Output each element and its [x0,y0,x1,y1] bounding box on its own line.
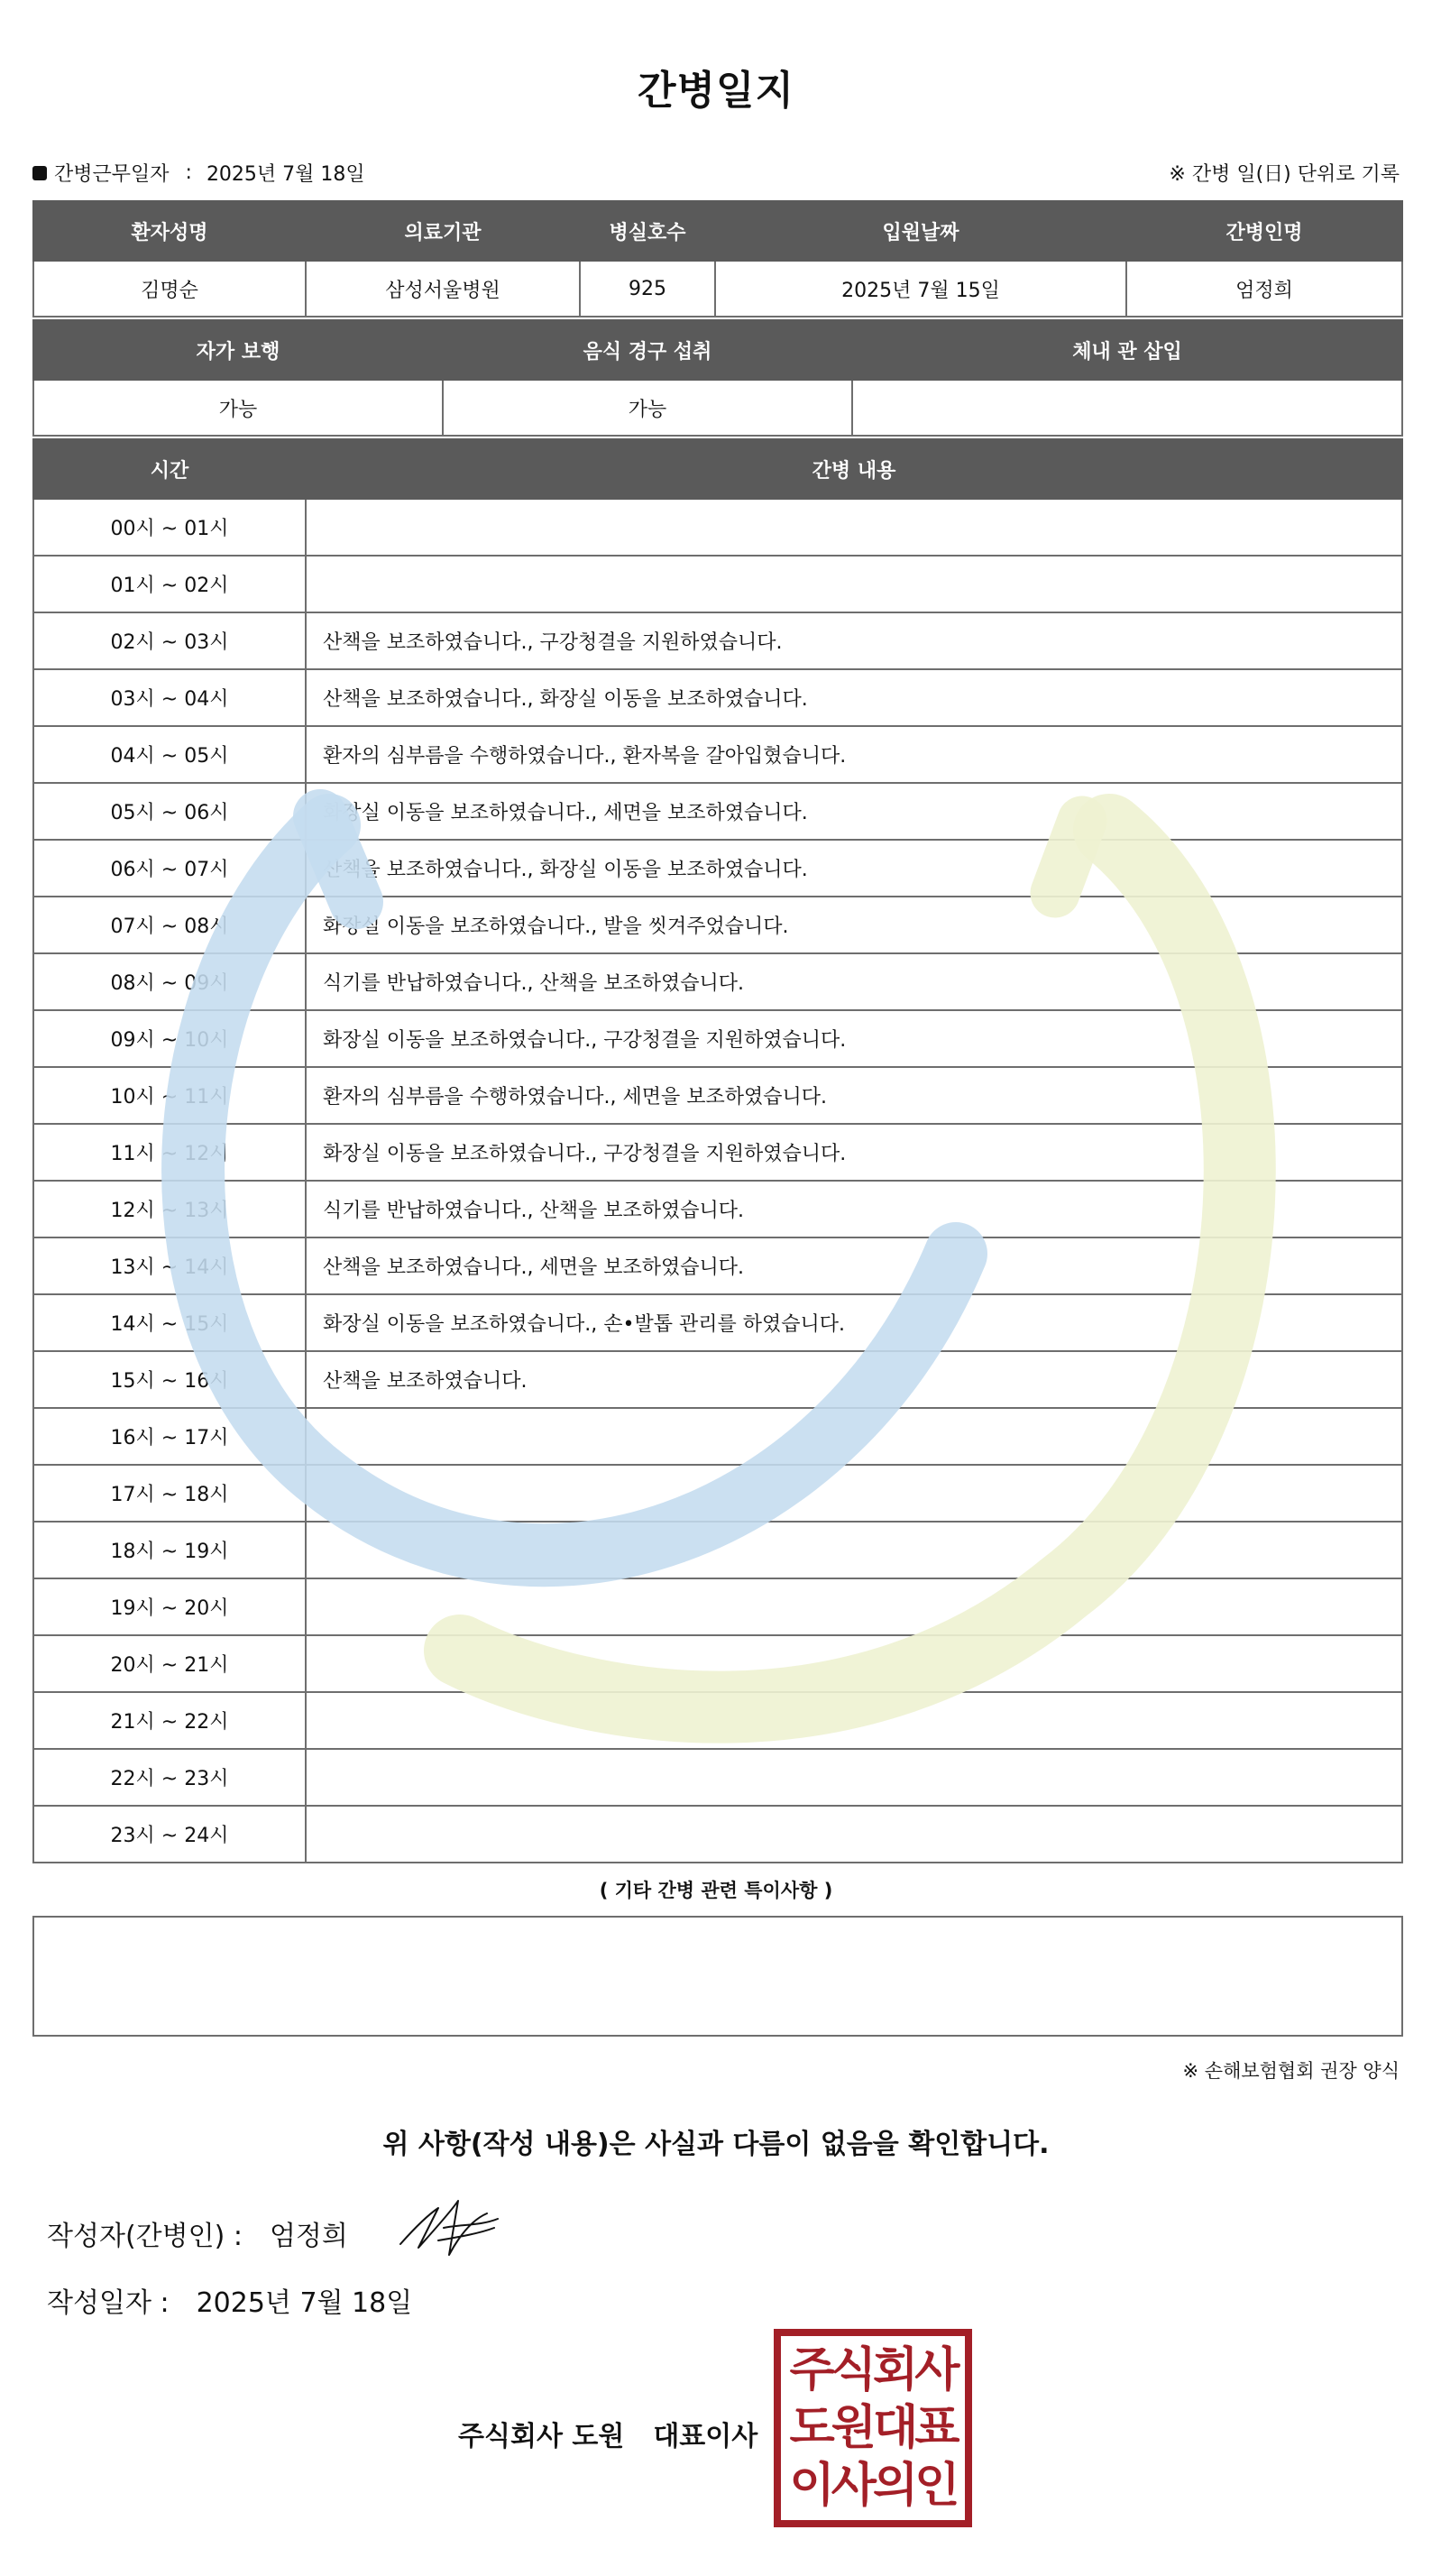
time-cell: 06시 ~ 07시 [33,840,306,897]
table-row [33,783,1402,840]
header-tube-insertion: 체내 관 삽입 [852,320,1402,380]
company-line [458,2414,757,2453]
time-cell: 09시 ~ 10시 [33,1010,306,1067]
work-date-line [32,159,365,187]
header-caregiver-name: 간병인명 [1126,201,1402,261]
signature-icon [397,2192,505,2264]
work-date-value: 2025년 7월 18일 [206,163,365,186]
time-cell: 02시 ~ 03시 [33,612,306,669]
time-cell: 12시 ~ 13시 [33,1181,306,1237]
room-number-cell: 925 [580,261,715,317]
header-time: 시간 [33,439,306,499]
time-cell: 07시 ~ 08시 [33,897,306,953]
care-content-cell: 화장실 이동을 보조하였습니다., 세면을 보조하였습니다. [306,783,1402,840]
caregiver-name-cell: 엄정희 [1126,261,1402,317]
table-row [33,1806,1402,1863]
header-patient-name: 환자성명 [33,201,306,261]
written-date-label: 작성일자 : [47,2287,170,2319]
tube-insertion-cell [852,380,1402,436]
special-notes-box [32,1916,1403,2037]
care-content-cell: 화장실 이동을 보조하였습니다., 구강청결을 지원하였습니다. [306,1124,1402,1181]
care-content-cell [306,1749,1402,1806]
care-content-cell: 화장실 이동을 보조하였습니다., 발을 씻겨주었습니다. [306,897,1402,953]
care-content-cell [306,1635,1402,1692]
care-content-cell: 산책을 보조하였습니다., 화장실 이동을 보조하였습니다. [306,840,1402,897]
time-cell: 15시 ~ 16시 [33,1351,306,1408]
time-cell: 05시 ~ 06시 [33,783,306,840]
care-content-cell [306,556,1402,612]
care-content-cell: 산책을 보조하였습니다., 구강청결을 지원하였습니다. [306,612,1402,669]
care-content-cell [306,1692,1402,1749]
header-self-walking: 자가 보행 [33,320,443,380]
writer-line [47,2213,348,2253]
care-content-cell [306,1522,1402,1578]
time-cell: 19시 ~ 20시 [33,1578,306,1635]
table-row [33,669,1402,726]
time-cell: 18시 ~ 19시 [33,1522,306,1578]
time-cell: 03시 ~ 04시 [33,669,306,726]
writer-name: 엄정희 [269,2221,348,2252]
work-date-label: 간병근무일자 [54,163,170,186]
care-log-body [33,499,1402,1863]
association-note: ※ 손해보험협회 권장 양식 [1182,2060,1400,2082]
time-cell: 08시 ~ 09시 [33,953,306,1010]
table-row [33,953,1402,1010]
care-content-cell: 식기를 반납하였습니다., 산책을 보조하였습니다. [306,953,1402,1010]
seal-row-1: 주식회사 [789,2343,957,2397]
table-row [33,556,1402,612]
time-cell: 17시 ~ 18시 [33,1465,306,1522]
table-row [33,1692,1402,1749]
care-content-cell [306,499,1402,556]
care-content-cell: 환자의 심부름을 수행하였습니다., 환자복을 갈아입혔습니다. [306,726,1402,783]
header-admission-date: 입원날짜 [715,201,1126,261]
time-cell: 20시 ~ 21시 [33,1635,306,1692]
writer-label: 작성자(간병인) : [47,2221,243,2252]
table-row [33,1351,1402,1408]
page-title: 간병일지 [637,68,794,114]
time-cell: 22시 ~ 23시 [33,1749,306,1806]
ceo-label: 대표이사 [653,2421,758,2452]
patient-status-table [32,319,1403,437]
patient-info-table [32,200,1403,317]
written-date-line [47,2280,412,2320]
time-cell: 14시 ~ 15시 [33,1294,306,1351]
self-walking-cell: 가능 [33,380,443,436]
care-content-cell [306,1465,1402,1522]
special-notes-title: ( 기타 간병 관련 특이사항 ) [599,1880,833,1901]
care-log-table [32,438,1403,1863]
time-cell: 21시 ~ 22시 [33,1692,306,1749]
table-row [33,612,1402,669]
table-row [33,1181,1402,1237]
admission-date-cell: 2025년 7월 15일 [715,261,1126,317]
table-row [33,1294,1402,1351]
company-seal-stamp [774,2329,972,2527]
written-date-value: 2025년 7월 18일 [196,2287,413,2319]
table-row [33,1124,1402,1181]
table-row [33,1635,1402,1692]
care-content-cell: 화장실 이동을 보조하였습니다., 손•발톱 관리를 하였습니다. [306,1294,1402,1351]
table-row [33,1237,1402,1294]
time-cell: 13시 ~ 14시 [33,1237,306,1294]
table-row [33,1465,1402,1522]
care-content-cell: 산책을 보조하였습니다., 세면을 보조하였습니다. [306,1237,1402,1294]
patient-name-cell: 김명순 [33,261,306,317]
company-name: 주식회사 도원 [458,2421,625,2452]
time-cell: 01시 ~ 02시 [33,556,306,612]
time-cell: 23시 ~ 24시 [33,1806,306,1863]
header-care-content: 간병 내용 [306,439,1402,499]
time-cell: 00시 ~ 01시 [33,499,306,556]
care-content-cell: 화장실 이동을 보조하였습니다., 구강청결을 지원하였습니다. [306,1010,1402,1067]
record-note: ※ 간병 일(日) 단위로 기록 [1169,163,1400,186]
bullet-square-icon [32,166,47,180]
care-content-cell [306,1578,1402,1635]
table-row [33,1578,1402,1635]
table-row [33,1522,1402,1578]
oral-intake-cell: 가능 [443,380,852,436]
time-cell: 11시 ~ 12시 [33,1124,306,1181]
table-row [33,897,1402,953]
time-cell: 04시 ~ 05시 [33,726,306,783]
confirmation-statement: 위 사항(작성 내용)은 사실과 다름이 없음을 확인합니다. [382,2129,1050,2160]
seal-row-2: 도원대표 [789,2401,957,2455]
care-content-cell: 산책을 보조하였습니다. [306,1351,1402,1408]
table-row [33,1408,1402,1465]
seal-row-3: 이사의인 [789,2459,957,2513]
table-row [33,1749,1402,1806]
table-row [33,1067,1402,1124]
care-content-cell: 식기를 반납하였습니다., 산책을 보조하였습니다. [306,1181,1402,1237]
header-room-number: 병실호수 [580,201,715,261]
table-row [33,840,1402,897]
care-content-cell [306,1408,1402,1465]
care-content-cell: 산책을 보조하였습니다., 화장실 이동을 보조하였습니다. [306,669,1402,726]
hospital-cell: 삼성서울병원 [306,261,580,317]
table-row [33,726,1402,783]
time-cell: 16시 ~ 17시 [33,1408,306,1465]
table-row [33,499,1402,556]
work-date-colon: : [185,161,192,184]
table-row [33,1010,1402,1067]
header-oral-intake: 음식 경구 섭취 [443,320,852,380]
time-cell: 10시 ~ 11시 [33,1067,306,1124]
care-content-cell: 환자의 심부름을 수행하였습니다., 세면을 보조하였습니다. [306,1067,1402,1124]
header-hospital: 의료기관 [306,201,580,261]
care-content-cell [306,1806,1402,1863]
